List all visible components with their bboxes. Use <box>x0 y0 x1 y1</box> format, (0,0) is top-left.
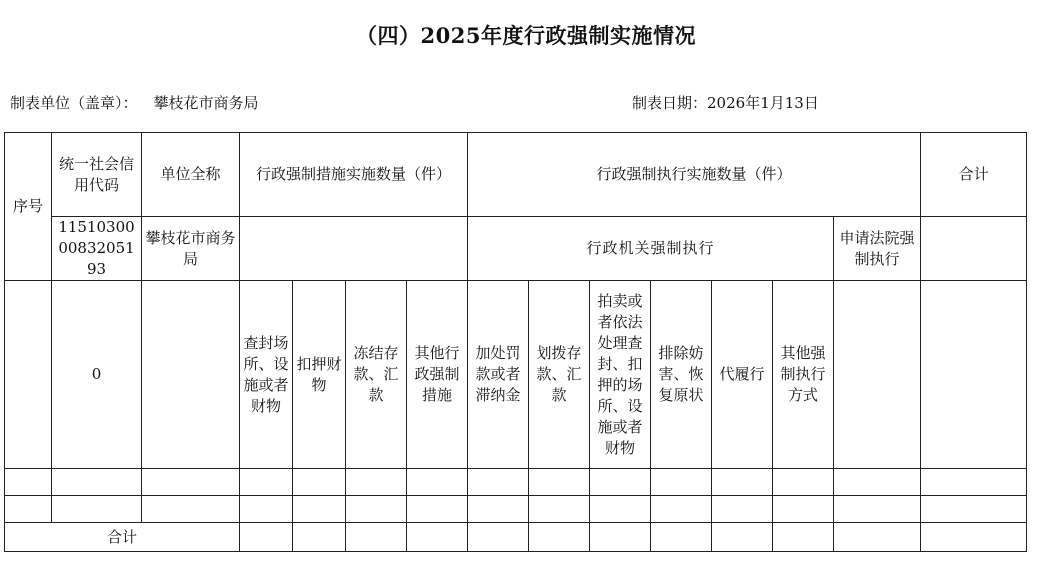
execution-header: 其他强制执行方式 <box>773 281 834 469</box>
table-row <box>5 496 1027 523</box>
execution-header: 加处罚款或者滞纳金 <box>468 281 529 469</box>
measure-header: 冻结存款、汇款 <box>346 281 407 469</box>
execution-header: 代履行 <box>712 281 773 469</box>
total-blank <box>921 281 1027 469</box>
report-unit-value: 攀枝花市商务局 <box>153 94 259 112</box>
header-total: 合计 <box>921 133 1027 217</box>
report-unit <box>10 92 259 113</box>
header-court-execution: 申请法院强制执行 <box>834 217 921 281</box>
execution-header: 排除妨害、恢复原状 <box>651 281 712 469</box>
report-date-label: 制表日期： <box>632 94 708 112</box>
enforcement-table <box>4 132 1027 552</box>
report-date-value: 2026年1月13日 <box>707 94 819 112</box>
total-sub-blank <box>921 217 1027 281</box>
record-value: 0 <box>52 281 142 469</box>
header-row <box>5 133 1027 217</box>
unit-blank <box>142 281 240 469</box>
execution-header: 拍卖或者依法处理查封、扣押的场所、设施或者财物 <box>590 281 651 469</box>
execution-header: 划拨存款、汇款 <box>529 281 590 469</box>
total-row <box>5 523 1027 552</box>
measure-header: 查封场所、设施或者财物 <box>240 281 293 469</box>
header-seq: 序号 <box>5 133 52 281</box>
header-unit-name: 单位全称 <box>142 133 240 217</box>
report-date <box>632 92 819 113</box>
seq-blank <box>5 281 52 469</box>
page-title: （四）2025年度行政强制实施情况 <box>356 23 696 48</box>
header-admin-execution: 行政机关强制执行 <box>468 217 834 281</box>
court-blank <box>834 281 921 469</box>
header-measures-count: 行政强制措施实施数量（件） <box>240 133 468 217</box>
measure-header: 其他行政强制措施 <box>407 281 468 469</box>
record-unit-name: 攀枝花市商务局 <box>142 217 240 281</box>
total-row-label: 合计 <box>5 523 240 552</box>
report-unit-label: 制表单位（盖章）： <box>10 94 138 112</box>
header-credit-code: 统一社会信用代码 <box>52 133 142 217</box>
table-row <box>5 469 1027 496</box>
header-execution-count: 行政强制执行实施数量（件） <box>468 133 921 217</box>
measures-sub-blank <box>240 217 468 281</box>
subheader-row <box>5 217 1027 281</box>
detail-header-row <box>5 281 1027 469</box>
record-credit-code: 115103000083205193 <box>52 217 142 281</box>
measure-header: 扣押财物 <box>293 281 346 469</box>
